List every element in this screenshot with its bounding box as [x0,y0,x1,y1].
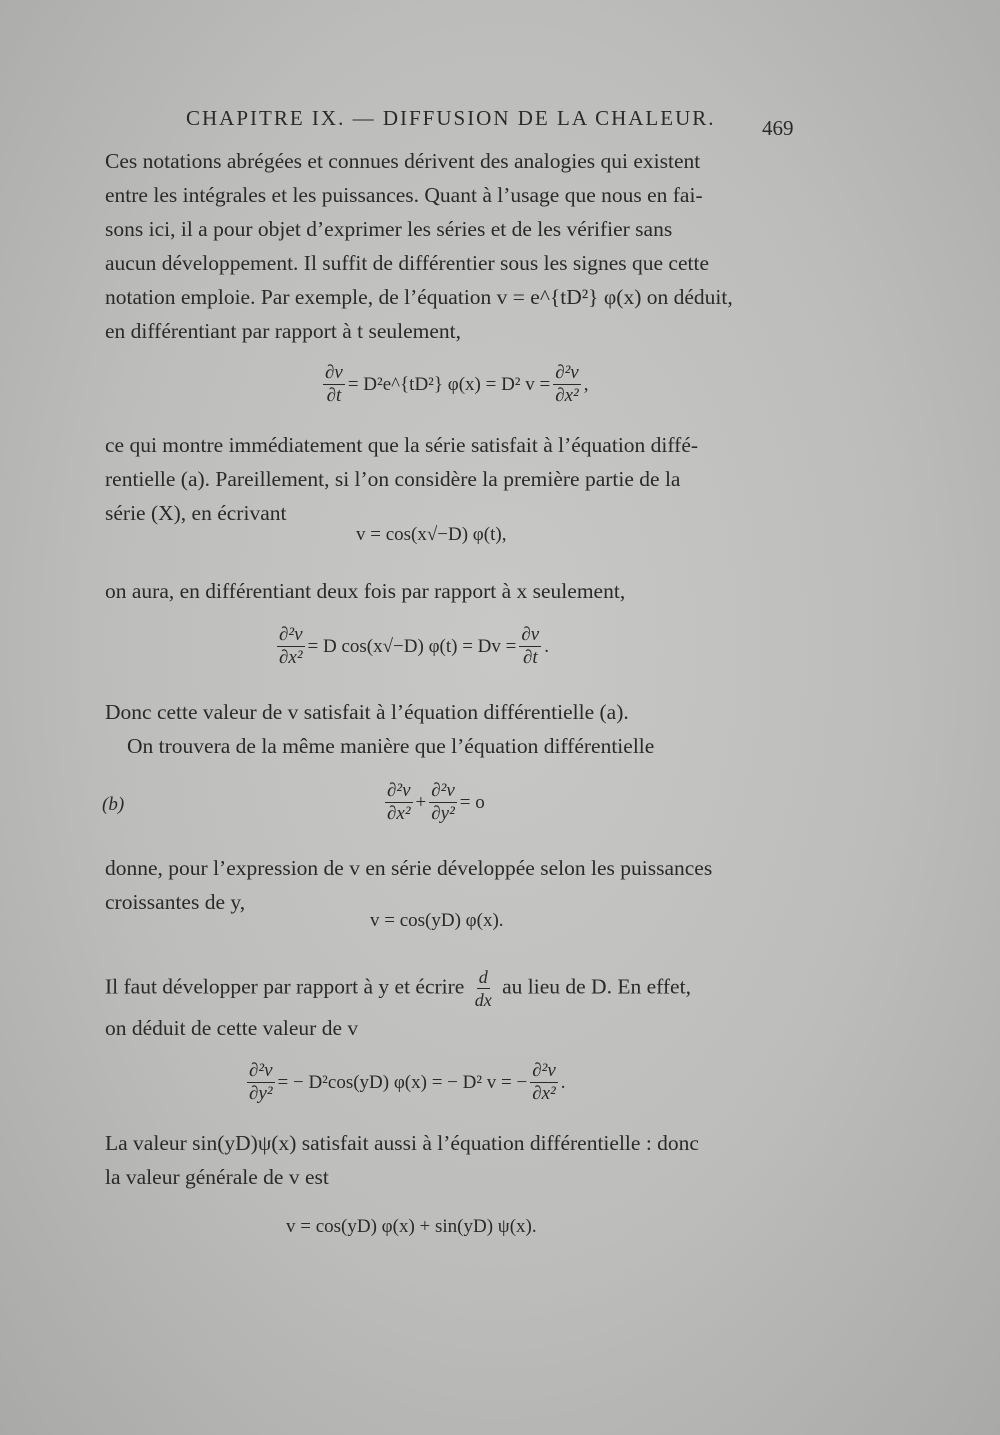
running-header: CHAPITRE IX. — DIFFUSION DE LA CHALEUR. [186,106,716,130]
fraction-denominator: ∂x² [279,647,303,668]
equation-tail: . [560,1071,566,1093]
fraction-numerator: ∂²v [532,1060,556,1081]
fraction-denominator: ∂x² [555,385,579,406]
text-line: en différentiant par rapport à t seulement, [105,319,461,343]
text-line: série (X), en écrivant [105,501,287,525]
text-line: on déduit de cette valeur de v [105,1016,359,1040]
fraction-numerator: ∂v [521,624,540,645]
paragraph-general-value [105,1126,795,1194]
paragraph-consequence [105,428,795,530]
fraction [385,780,413,825]
text-line: Donc cette valeur de v satisfait à l’équation différentielle (a). [105,700,629,724]
fraction [429,780,457,825]
text-line: rentielle (a). Pareillement, si l’on considère la première partie de la [105,467,681,491]
paragraph-develop [105,966,795,1045]
text-line: ce qui montre immédiatement que la série satisfait à l’équation diffé- [105,433,699,457]
text-line: donne, pour l’expression de v en série développée selon les puissances [105,856,713,880]
text-line [105,966,795,1011]
equation-tail: = o [459,791,485,813]
equation-second-derivative-y [244,1060,566,1105]
fraction-denominator: ∂y² [249,1083,273,1104]
equation-tail: , [583,373,589,395]
equation-label-b: (b) [102,794,125,815]
equation-laplace [382,780,485,825]
equation-tail: . [544,635,549,657]
text-line: entre les intégrales et les puissances. Quant à l’usage que nous en fai- [105,183,703,207]
equation-middle: = D cos(x√−D) φ(t) = Dv = [307,635,517,657]
fraction-numerator: ∂²v [279,624,303,645]
fraction-denominator: ∂y² [431,803,455,824]
equation-time-derivative [320,362,589,407]
text-line: croissantes de y, [105,890,246,914]
paragraph-notations [105,144,795,348]
paragraph-same-manner [105,729,795,763]
equation-second-derivative-x [274,624,549,669]
text-line: notation emploie. Par exemple, de l’équation v = e^{tD²} φ(x) on déduit, [105,285,733,309]
text-line: la valeur générale de v est [105,1165,329,1189]
fraction [553,362,581,407]
equation-series-x: v = cos(x√−D) φ(t), [356,524,507,545]
fraction [247,1060,275,1105]
fraction [519,624,541,669]
fraction-d-dx [473,966,494,1011]
paragraph-differentiating [105,574,795,608]
text-line: sons ici, il a pour objet d’exprimer les séries et de les vérifier sans [105,217,673,241]
fraction-numerator: ∂²v [431,780,455,801]
fraction [530,1060,558,1105]
text-line: On trouvera de la même manière que l’équation différentielle [127,734,655,758]
fraction-denominator: ∂x² [387,803,411,824]
fraction-numerator: ∂v [325,362,343,383]
fraction-numerator: ∂²v [555,362,579,383]
fraction-numerator: d [478,967,488,987]
text-line: aucun développement. Il suffit de différentier sous les signes que cette [105,251,710,275]
equation-cos-yd: v = cos(yD) φ(x). [370,910,504,931]
fraction-numerator: ∂²v [249,1060,273,1081]
text-line: Ces notations abrégées et connues dérivent des analogies qui existent [105,149,701,173]
paragraph-satisfies [105,695,795,729]
page-number: 469 [762,116,794,140]
equation-middle: = D²e^{tD²} φ(x) = D² v = [347,373,551,395]
fraction-denominator: dx [474,990,492,1010]
text-fragment: au lieu de D. En effet, [502,974,691,999]
equation-middle: = − D²cos(yD) φ(x) = − D² v = − [277,1071,528,1093]
equation-general-solution: v = cos(yD) φ(x) + sin(yD) ψ(x). [286,1216,537,1237]
fraction-numerator: ∂²v [387,780,411,801]
text-line: La valeur sin(yD)ψ(x) satisfait aussi à l’équation différentielle : donc [105,1131,699,1155]
text-fragment: Il faut développer par rapport à y et écrire [105,974,465,999]
text-line: on aura, en différentiant deux fois par rapport à x seulement, [105,579,626,603]
fraction [277,624,305,669]
fraction [323,362,345,407]
fraction-denominator: ∂t [522,647,538,668]
fraction-denominator: ∂t [326,385,342,406]
paragraph-expression [105,851,795,919]
equation-plus: + [415,791,427,813]
fraction-denominator: ∂x² [532,1083,556,1104]
